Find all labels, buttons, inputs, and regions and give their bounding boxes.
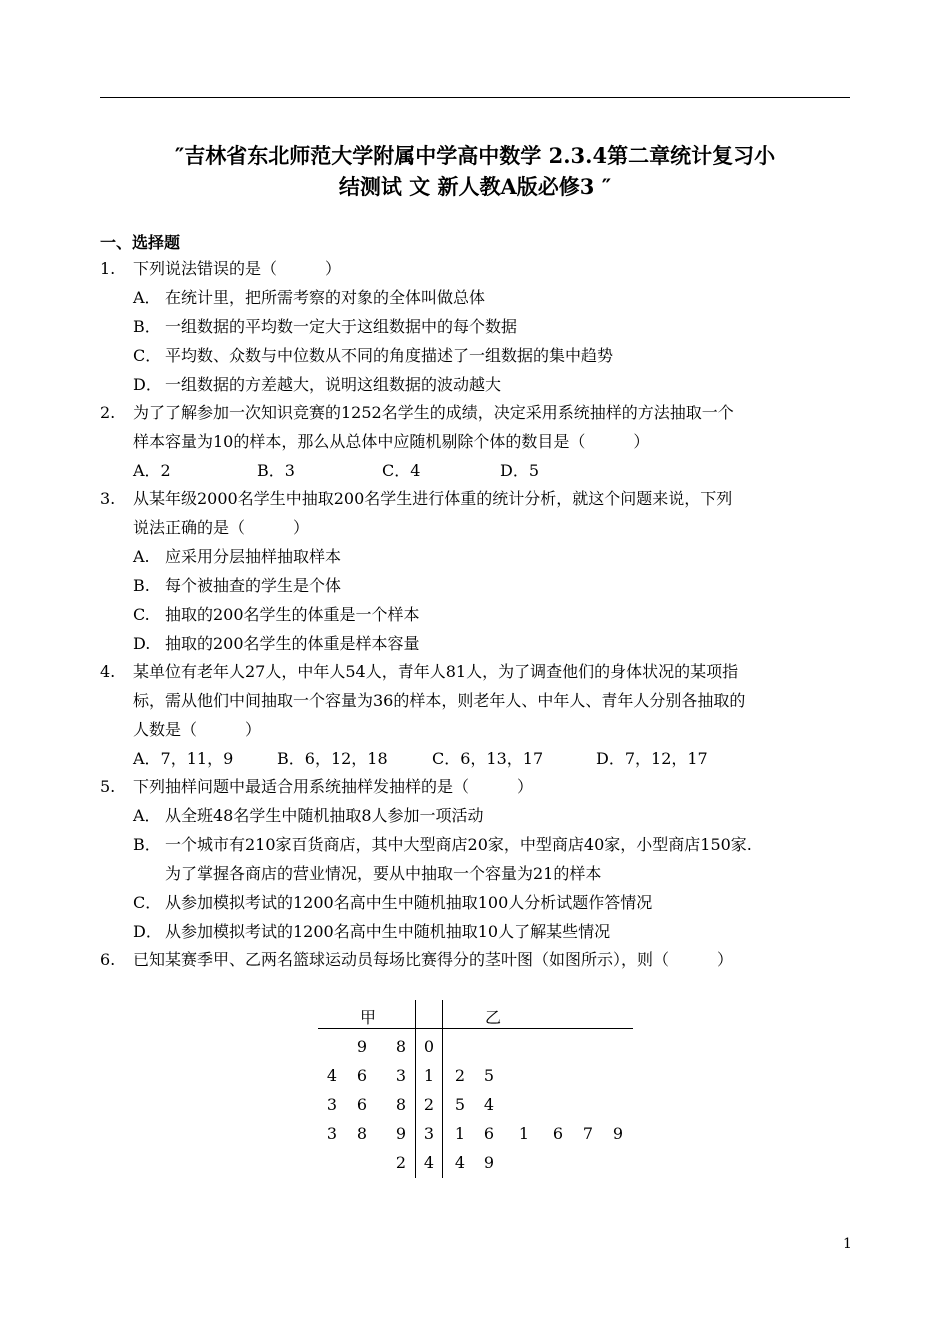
question-number: 1. (100, 259, 116, 278)
option-text: 从参加模拟考试的1200名高中生中随机抽取100人分析试题作答情况 (165, 893, 653, 912)
option-text: 平均数、众数与中位数从不同的角度描述了一组数据的集中趋势 (165, 346, 614, 365)
option-text: 应采用分层抽样抽取样本 (165, 547, 342, 566)
leaf-left: 9 (356, 1037, 368, 1056)
question-text: 人数是（ ） (133, 720, 262, 739)
left-header: 甲 (359, 1008, 376, 1027)
option-label: C． (133, 346, 162, 365)
option-label: D. (133, 634, 151, 653)
option-text: 在统计里，把所需考察的对象的全体叫做总体 (165, 288, 486, 307)
leaf-right: 6 (552, 1124, 564, 1143)
question-number: 5. (100, 777, 116, 796)
leaf-left: 8 (395, 1095, 407, 1114)
stem-leaf-plot (318, 1000, 633, 1180)
option-d: D．7，12，17 (596, 749, 708, 768)
question-text: 已知某赛季甲、乙两名篮球运动员每场比赛得分的茎叶图（如图所示），则（ ） (133, 950, 734, 969)
stem-divider-left (415, 1000, 416, 1178)
option-label: D． (133, 375, 162, 394)
leaf-left: 3 (326, 1095, 338, 1114)
option-label: A． (133, 288, 161, 307)
leaf-right: 4 (483, 1095, 495, 1114)
leaf-right: 4 (454, 1153, 466, 1172)
option-text: 每个被抽查的学生是个体 (165, 576, 342, 595)
leaf-right: 5 (483, 1066, 495, 1085)
option-a: A．2 (133, 461, 171, 480)
option-label: B. (133, 576, 150, 595)
stem: 4 (423, 1153, 435, 1172)
question-text: 说法正确的是（ ） (133, 518, 310, 537)
question-text: 样本容量为10的样本，那么从总体中应随机剔除个体的数目是（ ） (133, 432, 650, 451)
leaf-right: 1 (518, 1124, 530, 1143)
leaf-right: 2 (454, 1066, 466, 1085)
option-label: A. (133, 547, 150, 566)
title-line-2: 结测试 文 新人教A版必修3 ″ (338, 174, 612, 199)
leaf-right: 9 (612, 1124, 624, 1143)
option-text: 抽取的200名学生的体重是一个样本 (165, 605, 420, 624)
question-text: 下列说法错误的是（ ） (133, 259, 342, 278)
option-text-continued: 为了掌握各商店的营业情况，要从中抽取一个容量为21的样本 (165, 864, 602, 883)
question-number: 6. (100, 950, 116, 969)
leaf-left: 9 (395, 1124, 407, 1143)
stem: 2 (423, 1095, 435, 1114)
option-text: 从参加模拟考试的1200名高中生中随机抽取10人了解某些情况 (165, 922, 611, 941)
question-number: 2. (100, 403, 116, 422)
header-rule (318, 1028, 633, 1029)
leaf-left: 6 (356, 1066, 368, 1085)
stem: 0 (423, 1037, 435, 1056)
option-text: 从全班48名学生中随机抽取8人参加一项活动 (165, 806, 484, 825)
leaf-right: 5 (454, 1095, 466, 1114)
leaf-left: 8 (395, 1037, 407, 1056)
stem-divider-right (442, 1000, 443, 1178)
leaf-right: 1 (454, 1124, 466, 1143)
option-text: 一个城市有210家百货商店，其中大型商店20家，中型商店40家，小型商店150家. (165, 835, 752, 854)
question-text: 下列抽样问题中最适合用系统抽样发抽样的是（ ） (133, 777, 534, 796)
option-c: C．6，13，17 (432, 749, 544, 768)
option-b: B．3 (257, 461, 295, 480)
option-label: C． (133, 893, 162, 912)
option-d: D．5 (500, 461, 540, 480)
leaf-left: 6 (356, 1095, 368, 1114)
question-text: 为了了解参加一次知识竞赛的1252名学生的成绩，决定采用系统抽样的方法抽取一个 (133, 403, 734, 422)
leaf-left: 3 (326, 1124, 338, 1143)
leaf-right: 9 (483, 1153, 495, 1172)
question-text: 某单位有老年人27人，中年人54人，青年人81人，为了调查他们的身体状况的某项指 (133, 662, 739, 681)
option-label: A． (133, 806, 161, 825)
stem: 3 (423, 1124, 435, 1143)
option-label: D． (133, 922, 162, 941)
right-header: 乙 (484, 1008, 501, 1027)
top-rule (100, 97, 850, 98)
option-text: 抽取的200名学生的体重是样本容量 (165, 634, 420, 653)
question-text: 从某年级2000名学生中抽取200名学生进行体重的统计分析，就这个问题来说，下列 (133, 489, 733, 508)
question-number: 4. (100, 662, 116, 681)
option-a: A．7，11，9 (133, 749, 234, 768)
stem: 1 (423, 1066, 435, 1085)
section-heading: 一、选择题 (100, 233, 181, 252)
option-text: 一组数据的平均数一定大于这组数据中的每个数据 (165, 317, 518, 336)
question-number: 3. (100, 489, 116, 508)
leaf-left: 8 (356, 1124, 368, 1143)
leaf-left: 3 (395, 1066, 407, 1085)
document-title (100, 140, 850, 202)
leaf-right: 6 (483, 1124, 495, 1143)
option-c: C．4 (382, 461, 421, 480)
option-text: 一组数据的方差越大，说明这组数据的波动越大 (165, 375, 502, 394)
option-label: B． (133, 835, 161, 854)
leaf-right: 7 (582, 1124, 594, 1143)
title-line-1: ″吉林省东北师范大学附属中学高中数学 2.3.4第二章统计复习小 (174, 143, 776, 168)
leaf-left: 2 (395, 1153, 407, 1172)
question-text: 标，需从他们中间抽取一个容量为36的样本，则老年人、中年人、青年人分别各抽取的 (133, 691, 746, 710)
page-number: 1 (843, 1236, 852, 1252)
option-b: B．6，12，18 (277, 749, 388, 768)
leaf-left: 4 (326, 1066, 338, 1085)
option-label: B． (133, 317, 161, 336)
option-label: C. (133, 605, 150, 624)
